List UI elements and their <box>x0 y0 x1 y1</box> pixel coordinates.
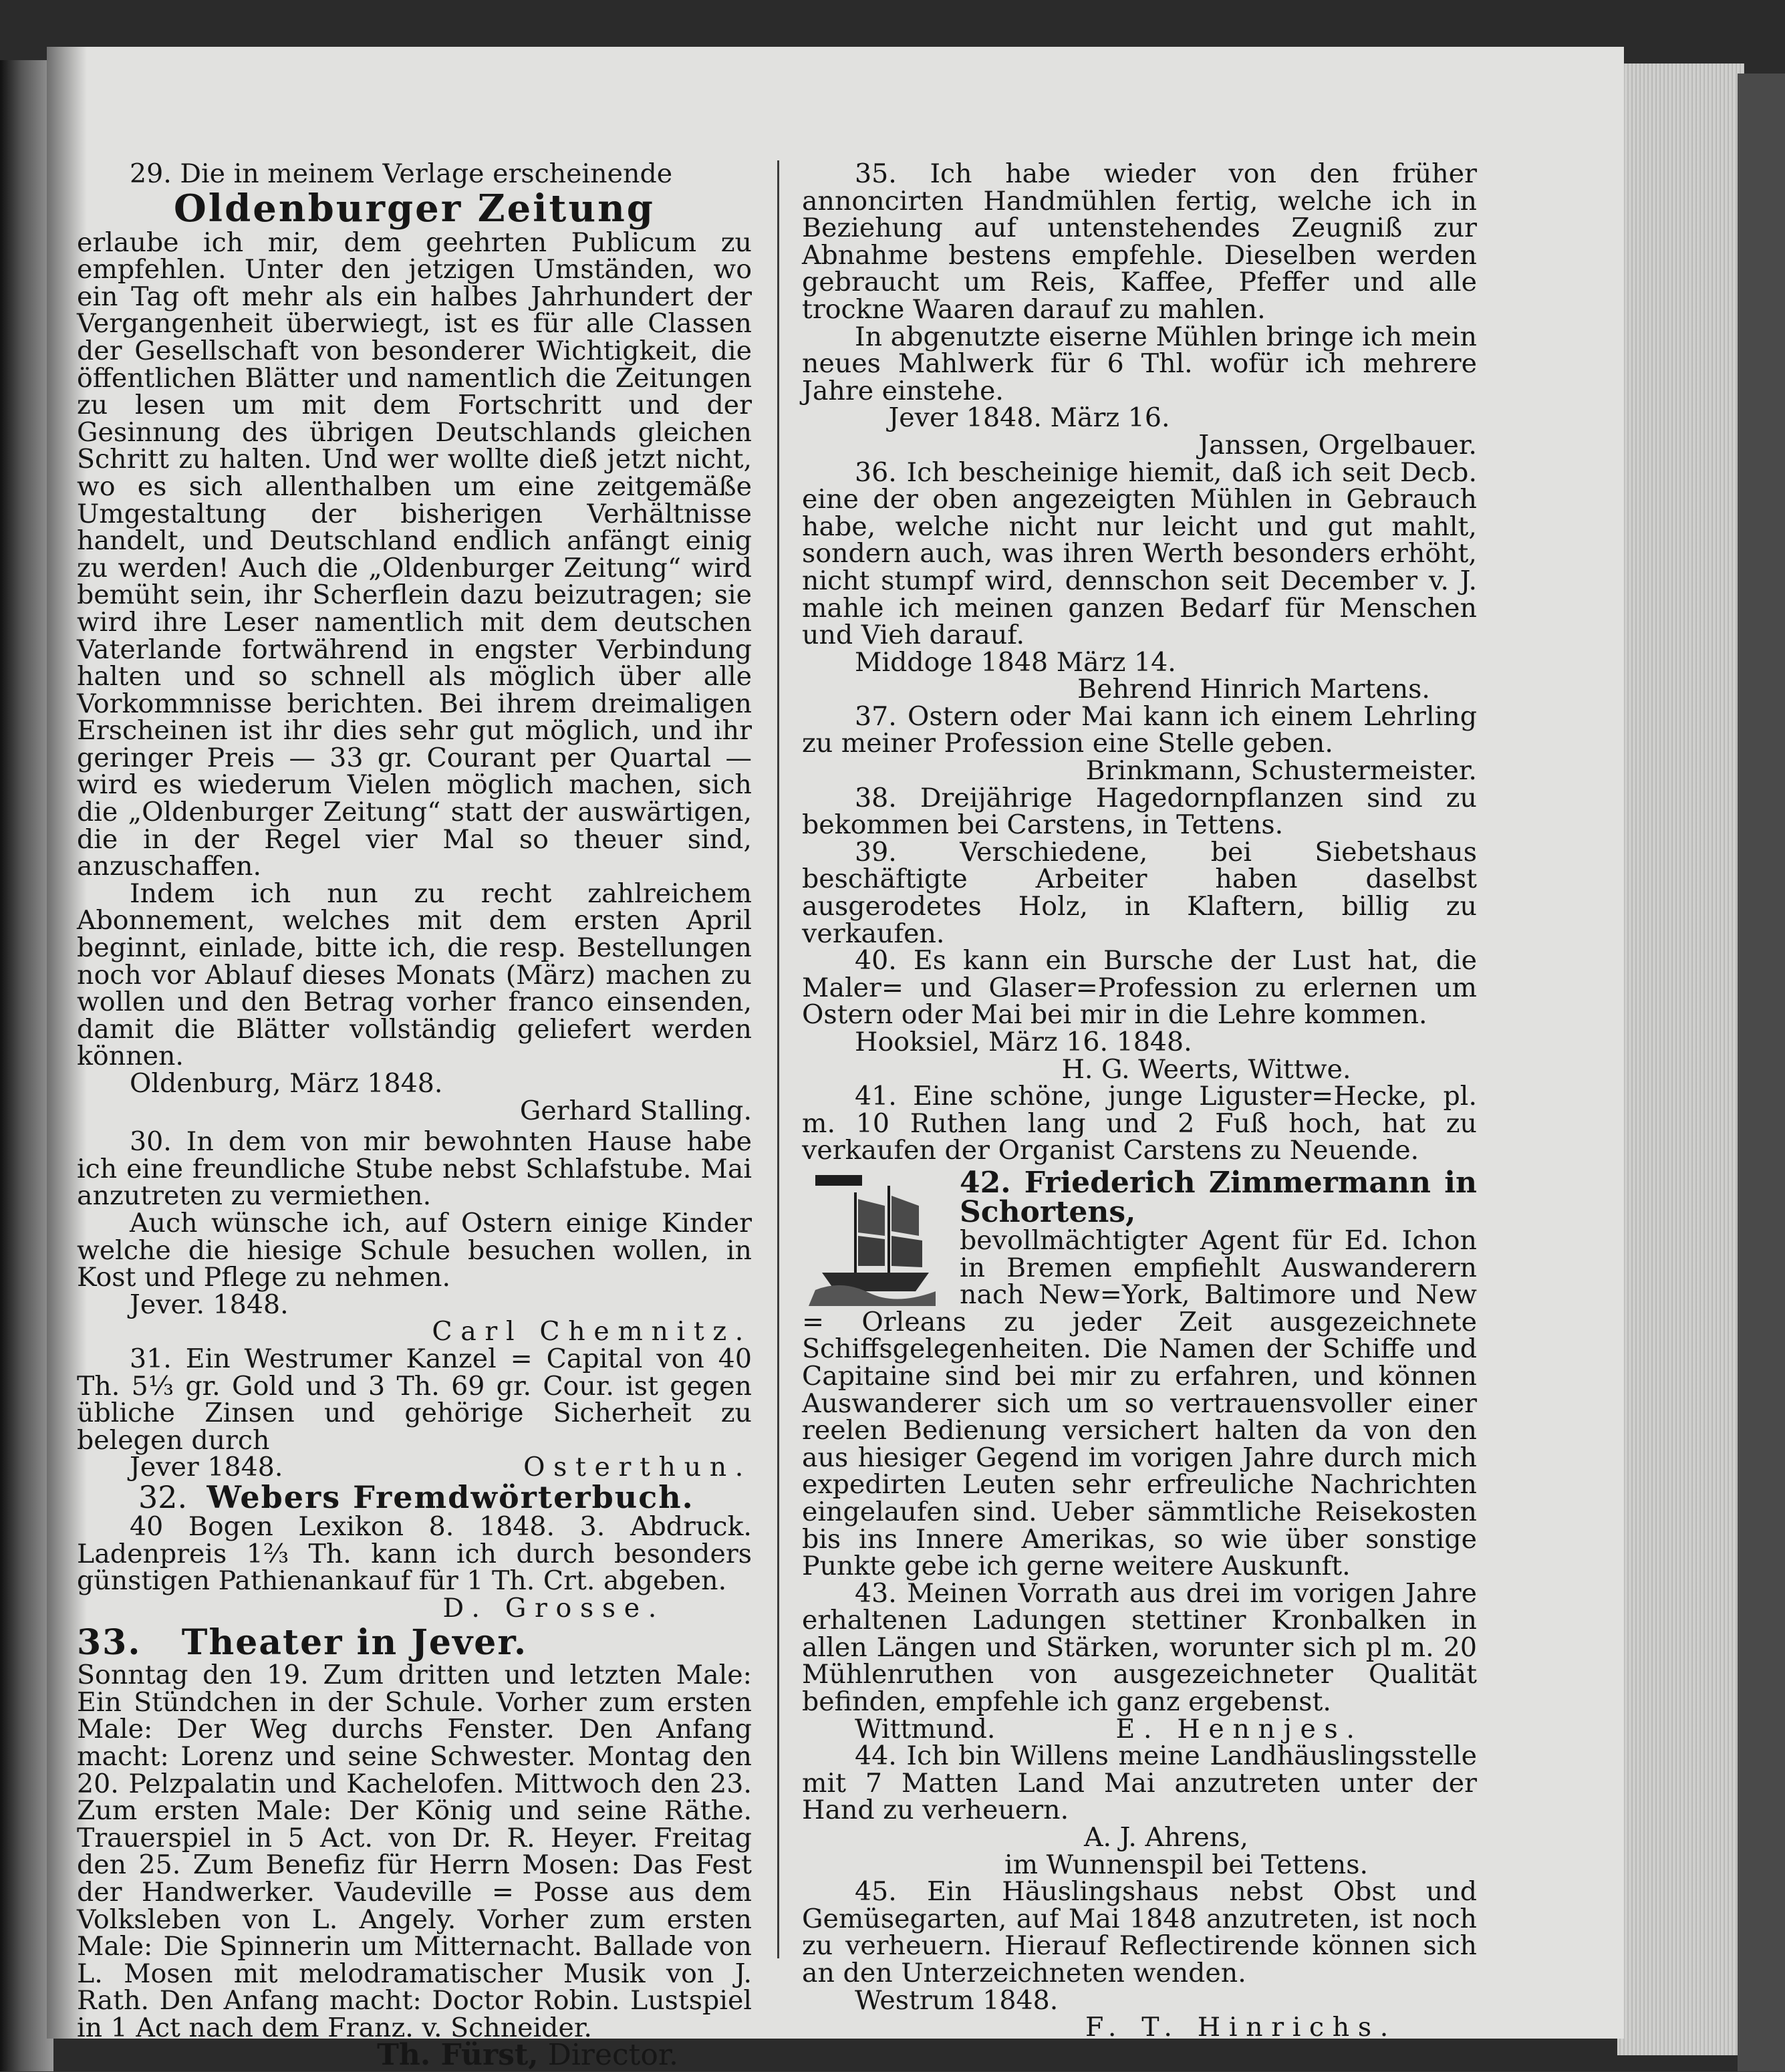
ad-36-place: Middoge 1848 März 14. <box>855 646 1176 678</box>
ad-33-body: Sonntag den 19. Zum dritten und letzten Male: Ein Stündchen in der Schule. Vorher zum ersten Male: Der Weg durchs Fenster. Den Anfang macht: Lorenz und seine Schwester. Montag den 20. Pelzpalatin und Kachelofen. Mittwoch den 23. Zum ersten Male: Der König und seine Räthe. Trauerspiel in 5 Act. von Dr. R. Heyer. Freitag den 25. Zum Benefiz für Herrn Mosen: Das Fest der Handwerker. Vaudeville = Posse aus dem Volksleben von L. Angely. Vorher zum ersten Male: Die Spinnerin um Mitternacht. Ballade von L. Mosen mit melodramatischer Musik von J. Rath. Den Anfang macht: Doctor Robin. Lustspiel in 1 Act nach dem Franz. v. Schneider. <box>77 1660 752 2043</box>
ad-36-signature: Behrend Hinrich Martens. <box>1077 674 1430 705</box>
ad-42-block <box>802 1165 1477 1582</box>
ad-44-signature-2: im Wunnenspil bei Tettens. <box>1004 1849 1369 1880</box>
ad-30-body: 30. In dem von mir bewohnten Hause habe ich eine freundliche Stube nebst Schlafstube. Mai anzutreten zu vermiethen. <box>77 1126 752 1212</box>
ad-30-body2: Auch wünsche ich, auf Ostern einige Kinder welche die hiesige Schule besuchen wollen, in Kost und Pflege zu nehmen. <box>77 1207 752 1293</box>
ad-40-signature: H. G. Weerts, Wittwe. <box>1061 1053 1351 1085</box>
ad-42-body: bevollmächtigter Agent für Ed. Ichon in Bremen empfiehlt Auswanderern nach New=York, Baltimore und New = Orleans zu jeder Zeit ausgezeichnete Schiffsgelegenheiten. Die Namen der Schiffe und Capitaine sind bei mir zu erfahren, und können Auswanderer sich um so vertrauensvoller einer reelen Bedienung versichert halten da von den aus hiesiger Gegend im vorigen Jahre durch mich expedirten Leuten sehr erfreuliche Nachrichten eingelaufen sind. Ueber sämmtliche Reisekosten bis ins Innere Amerikas, so wie über sonstige Punkte gebe ich gerne weitere Auskunft. <box>802 1224 1477 1582</box>
ad-43-body: 43. Meinen Vorrath aus drei im vorigen Jahre erhaltenen Ladungen stettiner Kronbalken in allen Längen und Stärken, worunter sich pl m. 20 Mühlenruthen von ausgezeichneter Qualität befinden, empfehle ich ganz ergebenst. <box>802 1577 1477 1718</box>
ad-31-place <box>77 1454 752 1481</box>
ad-30-signature: Carl Chemnitz. <box>432 1316 752 1347</box>
ad-33-title: Theater in Jever. <box>181 1622 528 1664</box>
ad-31-place-text: Jever 1848. <box>130 1452 283 1483</box>
ad-43-signature: E. Hennjes. <box>1115 1713 1363 1744</box>
ad-32-signature: D. Grosse. <box>442 1592 665 1624</box>
column-divider <box>777 160 779 1958</box>
ad-40-place: Hooksiel, März 16. 1848. <box>855 1027 1192 1057</box>
ad-32-title: Webers Fremdwörterbuch. <box>207 1478 694 1515</box>
ad-45-signature: F. T. Hinrichs. <box>1085 2012 1397 2043</box>
ad-37-signature: Brinkmann, Schustermeister. <box>1085 755 1477 787</box>
ad-29-title: Oldenburger Zeitung <box>174 186 655 231</box>
ad-33-number: 33. <box>77 1622 142 1664</box>
ad-37-body: 37. Ostern oder Mai kann ich einem Lehrling zu meiner Profession eine Stelle geben. <box>802 700 1477 759</box>
left-column <box>77 158 752 2072</box>
ad-31-signature: Osterthun. <box>523 1452 752 1483</box>
ad-40-body: 40. Es kann ein Bursche der Lust hat, die Maler= und Glaser=Profession zu erlernen um Ostern oder Mai bei mir in die Lehre kommen. <box>802 945 1477 1031</box>
ad-33-signature <box>77 2037 752 2072</box>
ad-32-heading <box>77 1478 752 1515</box>
ad-32-number: 32. <box>138 1478 188 1515</box>
ad-35-signature: Janssen, Orgelbauer. <box>1198 429 1477 461</box>
ad-33-heading <box>77 1624 752 1662</box>
ad-36-body: 36. Ich bescheinige hiemit, daß ich seit Decb. eine der oben angezeigten Mühlen in Gebrauch habe, welche nicht nur leicht und gut mahlt, sondern auch, was ihren Werth besonders erhöht, nicht stumpf wird, dennschon seit December v. J. mahle ich meinen ganzen Bedarf für Menschen und Vieh darauf. <box>802 457 1477 651</box>
ad-45-body: 45. Ein Häuslingshaus nebst Obst und Gemüsegarten, auf Mai 1848 anzutreten, ist noch zu verheuern. Hierauf Reflectirende können sich an den Unterzeichneten wenden. <box>802 1876 1477 1988</box>
ad-29-intro: 29. Die in meinem Verlage erscheinende <box>130 158 673 189</box>
left-page-edge <box>0 60 53 2071</box>
ad-45-place: Westrum 1848. <box>855 1984 1059 2016</box>
ad-29-signature: Gerhard Stalling. <box>519 1095 752 1126</box>
ad-29-place: Oldenburg, März 1848. <box>130 1068 443 1099</box>
ad-35-body2: In abgenutzte eiserne Mühlen bringe ich mein neues Mahlwerk für 6 Thl. wofür ich mehrere Jahre einstehe. <box>802 321 1477 406</box>
ad-33-sign-name: Th. Fürst, <box>377 2037 539 2072</box>
ad-29-body2: Indem ich nun zu recht zahlreichem Abonnement, welches mit dem ersten April beginnt, einlade, bitte ich, die resp. Bestellungen noch vor Ablauf dieses Monats (März) machen zu wollen und den Betrag vorher franco einsenden, damit die Blätter vollständig geliefert werden können. <box>77 878 752 1072</box>
ad-29-body: erlaube ich mir, dem geehrten Publicum zu empfehlen. Unter den jetzigen Umständen, wo ein Tag oft mehr als ein halbes Jahrhundert der Vergangenheit überwiegt, ist es für alle Classen der Gesellschaft von besonderer Wichtigkeit, die öffentlichen Blätter und namentlich die Zeitungen zu lesen um mit dem Fortschritt und der Gesinnung des übrigen Deutschlands gleichen Schritt zu halten. Und wer wollte dieß jetzt nicht, wo es sich allenthalben um eine zeitgemäße Umgestaltung der bisherigen Verhältnisse handelt, und Deutschland endlich anfängt einig zu werden! Auch die „Oldenburger Zeitung“ wird bemüht sein, ihr Scherflein dazu beizutragen; sie wird ihre Leser namentlich mit dem deutschen Vaterlande fortwährend in engster Verbindung halten und so schnell als möglich über alle Vorkommnisse berichten. Bei ihrem dreimaligen Erscheinen ist ihr dies sehr gut möglich, und ihr geringer Preis — 33 gr. Courant per Quartal — wird es wiederum Vielen möglich machen, sich die „Oldenburger Zeitung“ statt der auswärtigen, die in der Regel vier Mal so theuer sind, anzuschaffen. <box>77 227 752 882</box>
page-edges <box>1617 63 1744 2055</box>
ad-44-body: 44. Ich bin Willens meine Landhäuslingsstelle mit 7 Matten Land Mai anzutreten unter der Hand zu verheuern. <box>802 1740 1477 1826</box>
ad-33-sign-role: Director. <box>547 2037 678 2072</box>
ad-35-place: Jever 1848. März 16. <box>888 402 1170 434</box>
ad-43-place-text: Wittmund. <box>855 1713 996 1744</box>
ad-44-signature: A. J. Ahrens, <box>1083 1822 1248 1853</box>
ad-42-heading: 42. Friederich Zimmermann in Schortens, <box>960 1165 1477 1229</box>
ship-icon <box>802 1172 949 1306</box>
ad-35-body: 35. Ich habe wieder von den früher annoncirten Handmühlen fertig, welche ich in Beziehung auf untenstehendes Zeugniß zur Abnahme bestens empfehle. Dieselben werden gebraucht um Reis, Kaffee, Pfeffer und alle trockne Waaren darauf zu mahlen. <box>802 158 1477 325</box>
ad-41-body: 41. Eine schöne, junge Liguster=Hecke, pl. m. 10 Ruthen lang und 2 Fuß hoch, hat zu verkaufen der Organist Carstens zu Neuende. <box>802 1081 1477 1166</box>
ad-39-body: 39. Verschiedene, bei Siebetshaus beschäftigte Arbeiter haben daselbst ausgerodetes Holz, in Klaftern, billig zu verkaufen. <box>802 836 1477 949</box>
ad-30-place: Jever. 1848. <box>130 1289 289 1320</box>
ad-38-body: 38. Dreijährige Hagedornpflanzen sind zu bekommen bei Carstens, in Tettens. <box>802 782 1477 841</box>
ad-43-place <box>802 1713 1477 1744</box>
book-cover <box>1738 74 1785 2071</box>
ad-31-body: 31. Ein Westrumer Kanzel = Capital von 40 Th. 5⅓ gr. Gold und 3 Th. 69 gr. Cour. ist gegen übliche Zinsen und gehörige Sicherheit zu belegen durch <box>77 1343 752 1456</box>
right-column <box>802 160 1477 2041</box>
ad-32-body: 40 Bogen Lexikon 8. 1848. 3. Abdruck. Ladenpreis 1⅔ Th. kann ich durch besonders günstigen Pathienankauf für 1 Th. Crt. abgeben. <box>77 1511 752 1597</box>
